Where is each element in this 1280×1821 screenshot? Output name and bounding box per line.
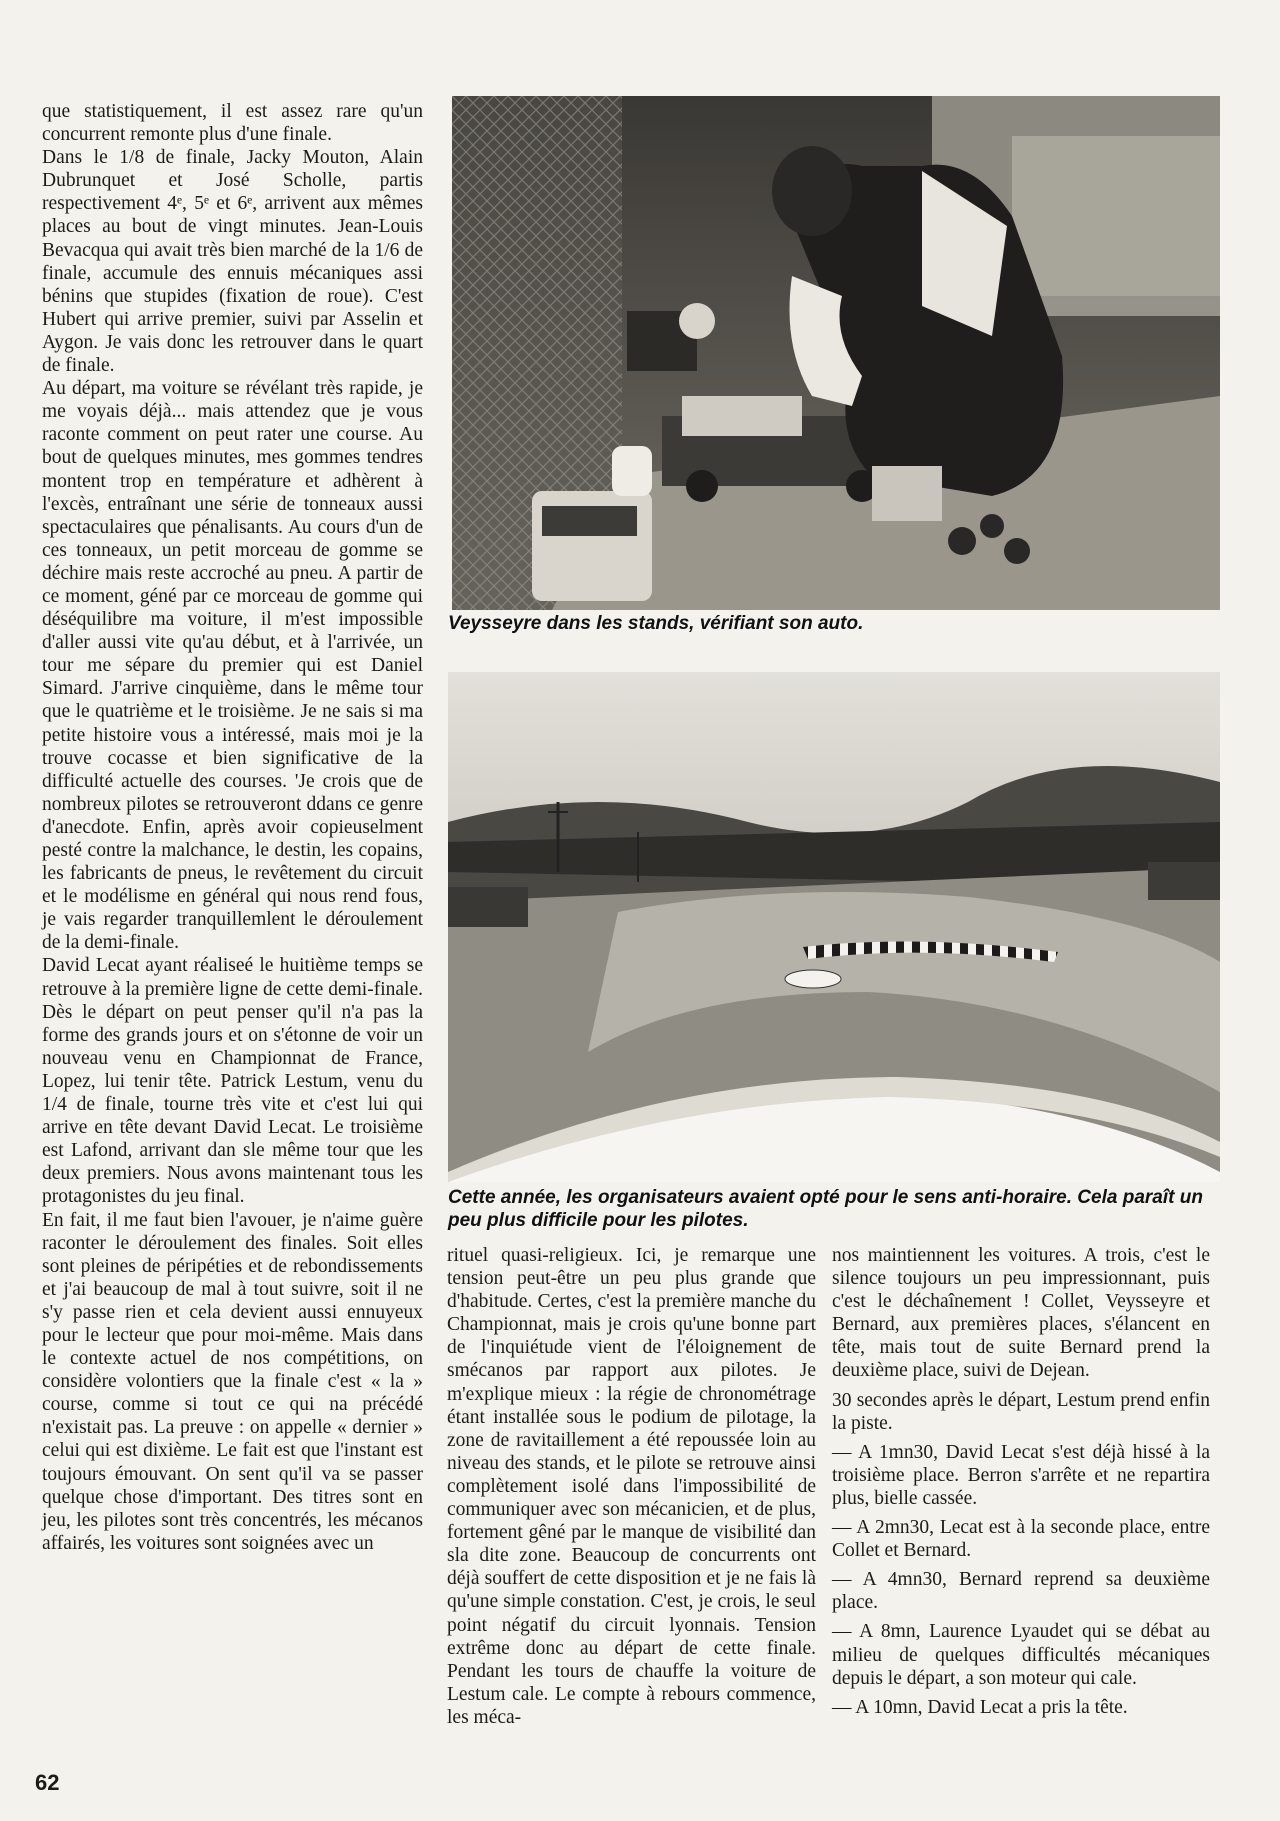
paragraph: — A 2mn30, Lecat est à la seconde place, entre Collet et Bernard.	[832, 1517, 1210, 1562]
paragraph: que statistiquement, il est assez rare qu'un concurrent remonte plus d'une finale.	[42, 101, 423, 146]
page-number: 62	[35, 1770, 60, 1795]
left-text-column	[42, 100, 423, 1555]
photo-caption-track: Cette année, les organisateurs avaient opté pour le sens anti-horaire. Cela paraît un peu plus difficile pour les pilotes.	[448, 1187, 1203, 1231]
middle-text-column	[447, 1244, 816, 1729]
paragraph: rituel quasi-religieux. Ici, je remarque une tension peut-être un peu plus grande que d'habitude. Certes, c'est la première manche du Championnat, mais je crois qu'une bonne part de l'inquiétude vient de l'éloignement de smécanos par rapport aux pilotes. Je m'explique mieux : la régie de chronométrage étant installée sous le podium de pilotage, la zone de ravitaillement a été repoussée loin au niveau des stands, et le pilote se retrouve ainsi complètement isolé dans l'impossibilité de communiquer avec son mécanicien, et de plus, fortement gêné par le manque de visibilité dan sla dite zone. Beaucoup de concurrents ont déjà souffert de cette disposition et je ne fais là qu'une simple constation. C'est, je crois, le seul point négatif du circuit lyonnais. Tension extrême donc au départ de cette finale. Pendant les tours de chauffe la voiture de Lestum cale. Le compte à rebours commence, les méca-	[447, 1245, 816, 1728]
paragraph: — A 8mn, Laurence Lyaudet qui se débat au milieu de quelques difficultés mécaniques depuis le départ, a son moteur qui cale.	[832, 1621, 1210, 1689]
paragraph: — A 10mn, David Lecat a pris la tête.	[832, 1696, 1128, 1718]
paragraph: En fait, il me faut bien l'avouer, je n'aime guère raconter le déroulement des finales. Soit elles sont pleines de péripéties et de rebondissements et j'ai beaucoup de mal à tout suivre, soit il ne s'y passe rien et cela devient aussi ennuyeux pour le lecteur que pour moi-même. Mais dans le contexte actuel de nos compétitions, on considère volontiers que la finale c'est « la » course, comme si tout ce qui na précédé n'existait pas. La preuve : on appelle « dernier » celui qui est dixième. Le fait est que l'instant est toujours émouvant. On sent qu'il va se passer quelque chose d'important. Des titres sont en jeu, les pilotes sont très concentrés, les mécanos affairés, les voitures sont soignées avec un	[42, 1209, 423, 1554]
photo-caption-stands: Veysseyre dans les stands, vérifiant son auto.	[448, 613, 864, 634]
paragraph: Dans le 1/8 de finale, Jacky Mouton, Alain Dubrunquet et José Scholle, partis respectivement 4ᵉ, 5ᵉ et 6ᵉ, arrivent aux mêmes places au bout de vingt minutes. Jean-Louis Bevacqua qui avait très bien marché de la 1/6 de finale, accumule des ennuis mécaniques assi bénins que stupides (fixation de roue). C'est Hubert qui arrive premier, suivi par Asselin et Aygon. Je vais donc les retrouver dans le quart de finale.	[42, 147, 423, 377]
right-text-column	[832, 1244, 1210, 1719]
paragraph: Au départ, ma voiture se révélant très rapide, je me voyais déjà... mais attendez que je vous raconte comment on peut rater une course. Au bout de quelques minutes, mes gommes tendres montent trop en température et adhèrent à l'excès, entraînant une série de tonneaux aussi spectaculaires que pénalisants. Au cours d'un de ces tonneaux, un petit morceau de gomme se déchire mais reste accroché au pneu. A partir de ce moment, géné par ce morceau de gomme qui déséquilibre ma voiture, il m'est impossible d'aller aussi vite qu'au début, et à l'arrivée, un tour me sépare du premier qui est Daniel Simard. J'arrive cinquième, dans le même tour que le quatrième et le troisième. Je ne sais si ma petite histoire vous a intéressé, mais moi je la trouve cocasse et bien significative de la difficulté actuelle des courses. 'Je crois que de nombreux pilotes se retrouveront ddans ce genre d'anecdote. Enfin, après avoir copieuselment pesté contre la malchance, le destin, les copains, les fabricants de pneus, le revêtement du circuit et le modélisme en général qui nous rend fous, je vais regarder tranquillemlent le déroulement de la demi-finale.	[42, 378, 423, 954]
photo-pit-stands	[452, 96, 1220, 610]
paragraph: — A 1mn30, David Lecat s'est déjà hissé à la troisième place. Berron s'arrête et ne repartira plus, bielle cassée.	[832, 1441, 1210, 1509]
paragraph: David Lecat ayant réaliseé le huitième temps se retrouve à la première ligne de cette demi-finale. Dès le départ on peut penser qu'il n'a pas la forme des grands jours et on s'étonne de voir un nouveau venu en Championnat de France, Lopez, lui tenir tête. Patrick Lestum, venu du 1/4 de finale, tourne très vite et c'est lui qui arrive en tête devant David Lecat. Le troisième est Lafond, arrivant dan sle même tour que les deux premiers. Nous avons maintenant tous les protagonistes du jeu final.	[42, 955, 423, 1208]
paragraph: 30 secondes après le départ, Lestum prend enfin la piste.	[832, 1389, 1210, 1434]
photo-race-track-illustration	[448, 672, 1220, 1182]
paragraph: nos maintiennent les voitures. A trois, c'est le silence toujours un peu impressionnant, puis c'est le déchaînement ! Collet, Veysseyre et Bernard, aux premières places, s'élancent en tête, mais tout de suite Bernard prend la deuxième place, suivi de Dejean.	[832, 1245, 1210, 1382]
paragraph: — A 4mn30, Bernard reprend sa deuxième place.	[832, 1569, 1210, 1614]
photo-pit-stands-illustration	[452, 96, 1220, 610]
photo-race-track	[448, 672, 1220, 1182]
